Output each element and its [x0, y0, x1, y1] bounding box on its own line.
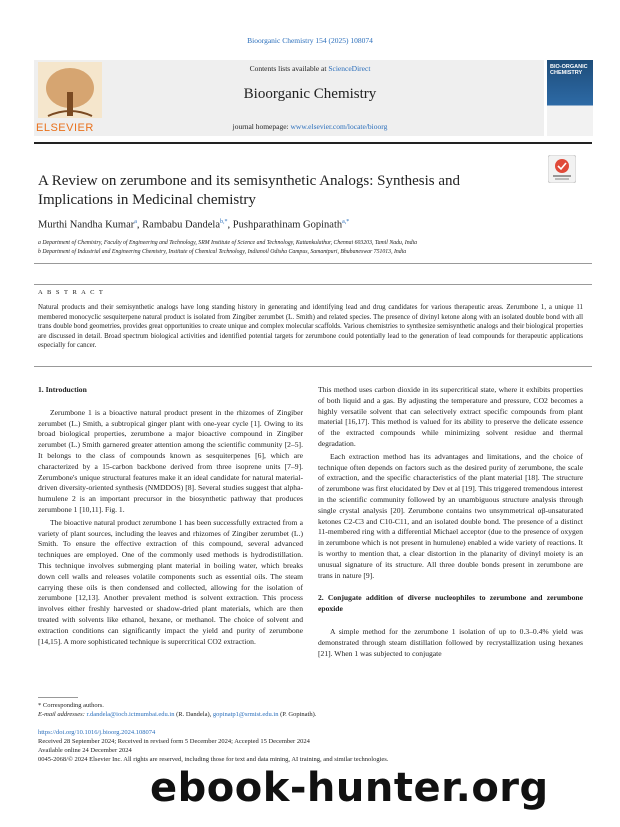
email-owner: (P. Gopinath). — [278, 711, 317, 718]
email-link[interactable]: gopinatp1@srmist.edu.in — [212, 711, 279, 718]
author-affiliation-mark[interactable]: a,* — [342, 219, 350, 225]
paragraph: A simple method for the zerumbone 1 isolation of up to 0.3–0.4% yield was demonstrated through steam distillation followed by recrystallization using hexanes [21]. When 1 was subjected to conjugate — [318, 626, 583, 658]
homepage-prefix: journal homepage: — [232, 122, 291, 131]
email-link[interactable]: r.dandela@iocb.ictmumbai.edu.in — [86, 711, 175, 718]
journal-cover-image — [547, 60, 593, 136]
column-right — [318, 385, 583, 661]
contents-line — [0, 64, 620, 73]
column-left — [38, 385, 303, 649]
author-name[interactable]: Rambabu Dandela — [142, 219, 221, 231]
publisher-name: ELSEVIER — [36, 122, 94, 134]
available-date: Available online 24 December 2024 — [38, 747, 132, 754]
abstract-text: Natural products and their semisynthetic analogs have long standing history in generating and identifying lead and drug candidates for various therapeutic areas. Zerumbone 1, a unique 11 membered monocyclic sesquiterpene natural product is isolated from Zingiber zerumbet (L. Smith) and related species. The presence of divinyl ketone along with an isolated double bond with all trans double bond geometries, provides great opportunities to create unique and complex molecular scaffolds. Various chemistries to synthesize semisynthetic analogs and their biological properties are discussed in detail. Broad spectrum biological activities and identified potential targets for zerumbone could potentially lead to the generation of lead compounds for therapeutic applications especially for cancer. — [38, 304, 583, 350]
sciencedirect-link[interactable]: ScienceDirect — [328, 64, 371, 73]
corresponding-note: * Corresponding authors. — [38, 702, 104, 709]
divider — [34, 366, 592, 367]
received-dates: Received 28 September 2024; Received in revised form 5 December 2024; Accepted 15 December 2024 — [38, 738, 310, 745]
author-affiliation-mark[interactable]: b,* — [220, 219, 228, 225]
journal-citation[interactable]: Bioorganic Chemistry 154 (2025) 108074 — [247, 36, 373, 45]
affiliation-b: b Department of Industrial and Engineering Chemistry, Institute of Chemical Technology, Indianoil Odisha Campus, Samantpuri, Bhubaneswar 751013, India — [38, 249, 407, 255]
doi-link[interactable]: https://doi.org/10.1016/j.bioorg.2024.108074 — [38, 729, 156, 736]
affiliation-a: a Department of Chemistry, Faculty of Engineering and Technology, SRM Institute of Science and Technology, Kattankulathur, Chennai 603203, Tamil Nadu, India — [38, 240, 418, 246]
article-title: A Review on zerumbone and its semisynthetic Analogs: Synthesis and Implications in Medicinal chemistry — [38, 173, 461, 208]
email-label: E-mail addresses: — [38, 711, 87, 718]
cover-title: BIO-ORGANIC CHEMISTRY — [550, 64, 588, 76]
divider — [34, 263, 592, 264]
header-divider — [34, 142, 592, 144]
divider — [34, 284, 592, 285]
homepage-link[interactable]: www.elsevier.com/locate/bioorg — [290, 122, 388, 131]
footnote-divider — [38, 697, 78, 698]
paragraph: Zerumbone 1 is a bioactive natural product present in the rhizomes of Zingiber zerumbet (L.) Smith, a subtropical ginger plant with one-year cycle [1]. Owing to its broad biological properties, zerumbone a major bioactive compound in Zingiber zerumbet (L.) Smith garnered greater attention among the scientific community [2–5]. It belongs to the class of compounds known as sesquiterpenes [6], which are characterized by a 15-carbon backbone derived from three isoprene units [7–9]. Zerumbone's unique structural features make it an ideal candidate for natural material-driven diversity-oriented synthesis (NMDDOS) [8]. Several studies suggest that alpha-humulene 2 is an important precursor in the biosynthetic pathway that produces zerumbone 1 [10,11]. Fig. 1. — [38, 407, 303, 514]
author-list: Murthi Nandha Kumar$^a$, Rambabu Dandela$^{b,*}$, Pushparathinam Gopinath$^{a,*}$ — [38, 219, 350, 231]
paragraph: This method uses carbon dioxide in its supercritical state, where it exhibits properties of both liquid and a gas. By adjusting the temperature and pressure, CO2 becomes a highly versatile solvent that can selectively extract specific compounds from plant material [16,17]. This method is valued for its ability to preserve the delicate essence of the extracted compounds while minimizing solvent residue and thermal degradation. — [318, 385, 583, 448]
section-heading: 2. Conjugate addition of diverse nucleophiles to zerumbone and zerumbone epoxide — [318, 593, 583, 614]
author-affiliation-mark[interactable]: a — [134, 219, 137, 225]
email-owner: (R. Dandela), — [174, 711, 213, 718]
watermark: ebook-hunter.org — [150, 765, 549, 811]
author-name[interactable]: Murthi Nandha Kumar — [38, 219, 135, 231]
contents-prefix: Contents lists available at — [249, 64, 329, 73]
section-heading: 1. Introduction — [38, 385, 87, 394]
journal-title: Bioorganic Chemistry — [243, 86, 377, 102]
email-line — [38, 710, 316, 719]
check-for-updates-icon[interactable] — [548, 155, 576, 183]
copyright-line: 0045-2068/© 2024 Elsevier Inc. All rights are reserved, including those for text and data mining, AI training, and similar technologies. — [38, 756, 389, 763]
paragraph: Each extraction method has its advantages and limitations, and the choice of technique often depends on factors such as the desired purity of zerumbone, the scale of extraction, and the specific characteristics of the plant material [18]. The structure of zerumbone was first elucidated by Dev et al [19]. This triggered tremendous interest in the scientific community followed by an unambiguous structure analysis through single crystal analysis [20]. Zerumbone contains two unsymmetrical αβ-unsaturated ketones C2-C3 and C10-C11, and an isolated double bond. The presence of a distinct 11-membered ring with a differential Michael acceptor (due to the presence of oxygen in zerumbone which is not present in humulene) enabled a wide variety of reactions. It is worthy to mention that, a clear distortion in the planarity of divinyl moiety is an unusual signature of its structure. All three double bonds present in zerumbone are trans in nature [9]. — [318, 451, 583, 580]
homepage-line — [0, 122, 620, 131]
author-name[interactable]: Pushparathinam Gopinath — [232, 219, 343, 231]
abstract-heading: A B S T R A C T — [38, 289, 105, 296]
paragraph: The bioactive natural product zerumbone 1 has been successfully extracted from a variety of plant sources, including the leaves and rhizomes of Zingiber zerumbet (L.) Smith. To ensure the effective extraction of this compound, several advanced techniques are employed. One of the commonly used methods is hydrodistillation. This technique involves submerging plant material in boiling water, which breaks down cell walls and releases volatile components such as essential oils. The steam carrying these oils is then condensed and collected, allowing for the isolation of zerumbone [12,13]. Another prevalent method is solvent extraction. This process involves either freshly harvested or shadow-dried plant materials, which are then treated with solvents like ethanol, hexane, or methanol. The choice of solvent and extraction conditions can significantly impact the yield and purity of zerumbone [14,15]. A more sophisticated technique is supercritical CO2 extraction. — [38, 517, 303, 646]
